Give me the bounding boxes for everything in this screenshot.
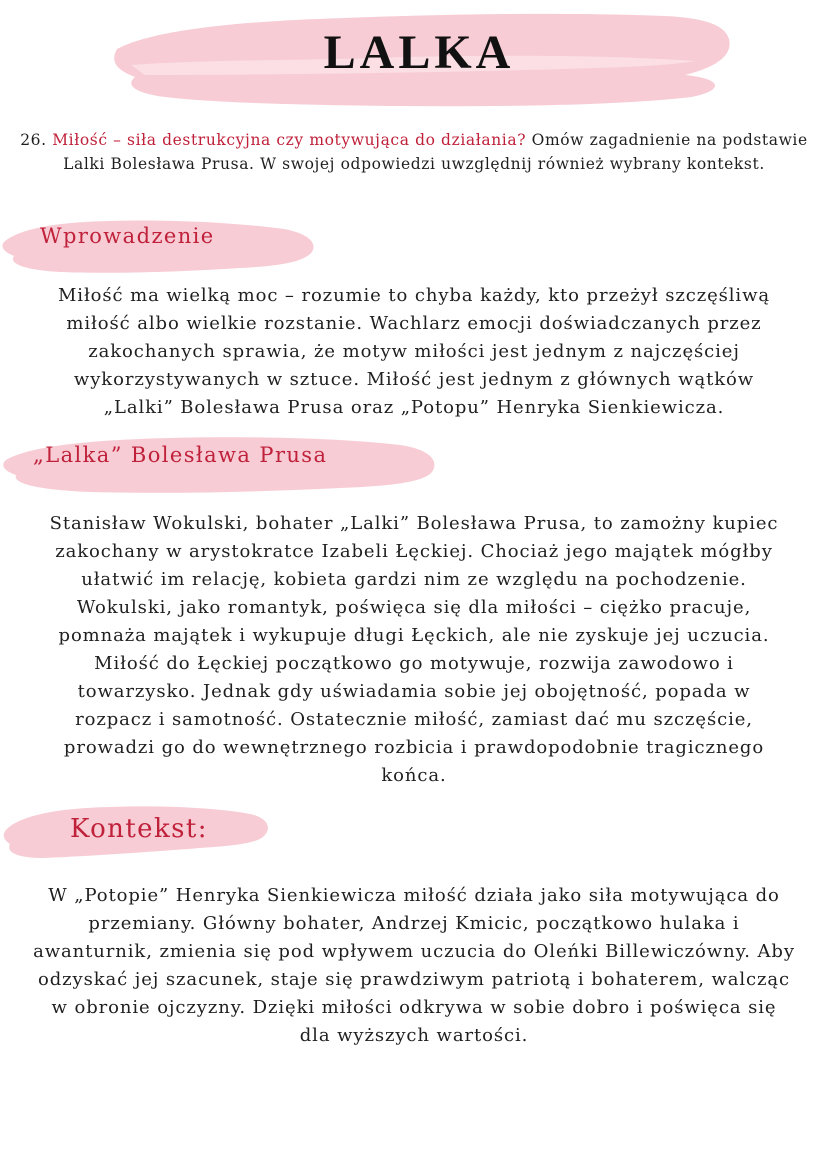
intro-heading: Wprowadzenie [40,224,215,248]
intro-paragraph [4,282,824,422]
paragraph-line: zakochany w arystokratce Izabeli Łęckiej. Chociaż jego majątek mógłby [55,541,773,562]
paragraph-line: Miłość do Łęckiej początkowo go motywuje, rozwija zawodowo i [94,653,734,674]
paragraph-line: końca. [381,765,447,786]
question-highlight: Miłość – siła destrukcyjna czy motywująca do działania? [52,131,527,149]
paragraph-line: ułatwić im relację, kobieta gardzi nim ze względu na pochodzenie. [81,569,747,590]
paragraph-line: dla wyższych wartości. [299,1025,529,1046]
exam-question [4,128,824,176]
lalka-heading: „Lalka” Bolesława Prusa [33,443,328,467]
paragraph-line: odzyskać jej szacunek, staje się prawdziwym patriotą i bohaterem, walcząc [37,969,791,990]
context-heading: Kontekst: [70,814,208,844]
paragraph-line: w obronie ojczyzny. Dzięki miłości odkrywa w sobie dobro i poświęca się [51,997,777,1018]
paragraph-line: pomnaża majątek i wykupuje długi Łęckich, ale nie zyskuje jej uczucia. [58,625,770,646]
paragraph-line: awanturnik, zmienia się pod wpływem uczucia do Oleńki Billewiczówny. Aby [33,941,795,962]
context-paragraph [4,882,824,1050]
paragraph-line: Miłość ma wielką moc – rozumie to chyba każdy, kto przeżył szczęśliwą [57,285,771,306]
question-instruction: Omów zagadnienie na podstawie Lalki Bolesława Prusa. W swojej odpowiedzi uwzględnij również wybrany kontekst. [63,131,808,173]
paragraph-line: Stanisław Wokulski, bohater „Lalki” Bolesława Prusa, to zamożny kupiec [49,513,779,534]
paragraph-line: wykorzystywanych w sztuce. Miłość jest jednym z głównych wątków [73,369,755,390]
question-number: 26. [20,131,47,149]
page-title: LALKA [323,26,515,79]
paragraph-line: W „Potopie” Henryka Sienkiewicza miłość działa jako siła motywująca do [48,885,780,906]
paragraph-line: prowadzi go do wewnętrznego rozbicia i prawdopodobnie tragicznego [63,737,765,758]
paragraph-line: rozpacz i samotność. Ostatecznie miłość, zamiast dać mu szczęście, [75,709,753,730]
paragraph-line: przemiany. Główny bohater, Andrzej Kmicic, początkowo hulaka i [88,913,740,934]
paragraph-line: miłość albo wielkie rozstanie. Wachlarz emocji doświadczanych przez [66,313,762,334]
paragraph-line: zakochanych sprawia, że motyw miłości jest jednym z najczęściej [88,341,740,362]
paragraph-line: Wokulski, jako romantyk, poświęca się dla miłości – ciężko pracuje, [76,597,752,618]
paragraph-line: towarzysko. Jednak gdy uświadamia sobie jej obojętność, popada w [77,681,751,702]
lalka-paragraph [4,510,824,790]
paragraph-line: „Lalki” Bolesława Prusa oraz „Potopu” Henryka Sienkiewicza. [103,397,725,418]
